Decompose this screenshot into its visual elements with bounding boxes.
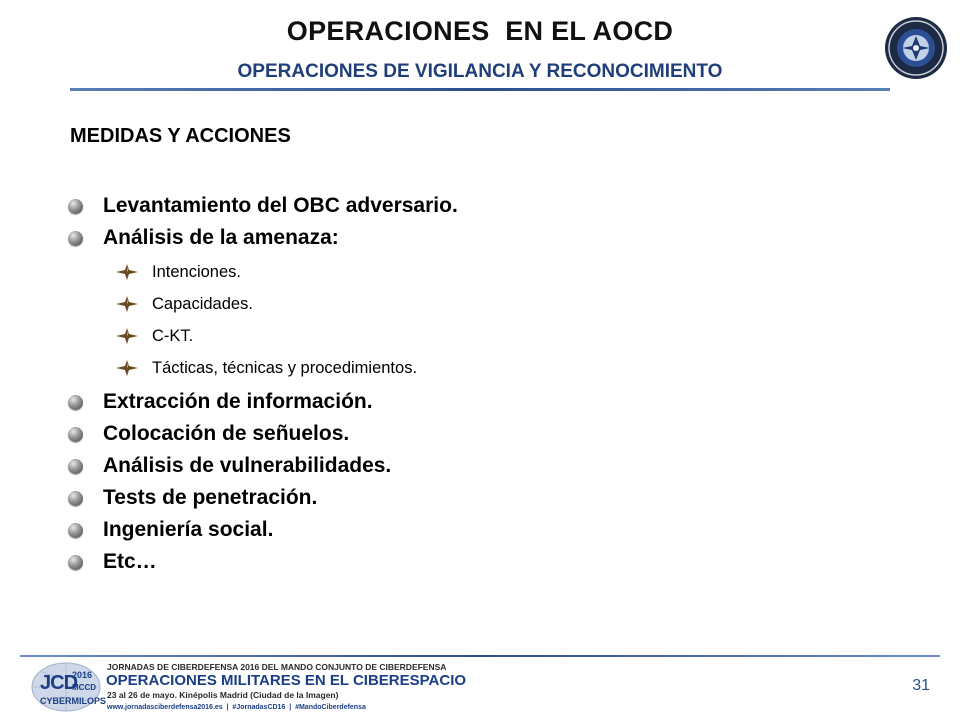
sphere-bullet-icon	[68, 395, 83, 410]
bullet-item	[68, 386, 768, 418]
sphere-bullet-icon	[68, 199, 83, 214]
star-bullet-icon	[116, 328, 138, 344]
footer-event-dates: 23 al 26 de mayo. Kinépolis Madrid (Ciudad de la Imagen)	[107, 690, 339, 700]
bullet-item	[68, 190, 768, 222]
bullet-text: Extracción de información.	[103, 390, 373, 413]
footer-event-name: JORNADAS DE CIBERDEFENSA 2016 DEL MANDO CONJUNTO DE CIBERDEFENSA	[107, 662, 447, 672]
bullet-item	[68, 546, 768, 578]
sub-bullet-item	[68, 288, 768, 320]
sub-bullet-text: C-KT.	[152, 326, 194, 345]
bullet-item	[68, 514, 768, 546]
sub-bullet-text: Intenciones.	[152, 262, 241, 281]
star-bullet-icon	[116, 360, 138, 376]
sphere-bullet-icon	[68, 231, 83, 246]
sub-bullet-text: Tácticas, técnicas y procedimientos.	[152, 358, 418, 377]
sub-bullet-item	[68, 352, 768, 384]
sphere-bullet-icon	[68, 459, 83, 474]
sub-bullet-item	[68, 320, 768, 352]
sphere-bullet-icon	[68, 555, 83, 570]
bullet-item	[68, 222, 768, 254]
footer-event-title: OPERACIONES MILITARES EN EL CIBERESPACIO	[106, 672, 467, 689]
bullet-item	[68, 450, 768, 482]
footer-logo-mccd: MCCD	[72, 683, 96, 692]
sphere-bullet-icon	[68, 427, 83, 442]
footer-links: www.jornadasciberdefensa2016.es | #JornadasCD16 | #MandoCiberdefensa	[107, 704, 366, 711]
bullet-list	[68, 190, 768, 578]
star-bullet-icon	[116, 264, 138, 280]
header-divider	[70, 88, 890, 91]
ciberdefensa-emblem-icon	[884, 16, 948, 80]
footer-divider	[20, 655, 940, 657]
section-heading: MEDIDAS Y ACCIONES	[70, 125, 291, 147]
page-number: 31	[912, 677, 930, 694]
footer-logo-sub: CYBERMILOPS	[40, 696, 107, 706]
bullet-text: Análisis de la amenaza:	[103, 226, 339, 249]
bullet-item	[68, 482, 768, 514]
page-title: OPERACIONES EN EL AOCD	[286, 16, 674, 46]
sub-bullet-item	[68, 256, 768, 288]
sphere-bullet-icon	[68, 491, 83, 506]
sphere-bullet-icon	[68, 523, 83, 538]
bullet-text: Ingeniería social.	[103, 518, 274, 541]
bullet-item	[68, 418, 768, 450]
bullet-text: Análisis de vulnerabilidades.	[103, 454, 392, 477]
footer-logo-year: 2016	[72, 670, 93, 680]
bullet-text: Tests de penetración.	[103, 486, 318, 509]
sub-bullet-text: Capacidades.	[152, 294, 253, 313]
bullet-text: Colocación de señuelos.	[103, 422, 350, 445]
bullet-text: Etc…	[103, 550, 157, 573]
page-subtitle: OPERACIONES DE VIGILANCIA Y RECONOCIMIENTO	[237, 61, 723, 82]
footer-logo-text: JCD	[40, 672, 78, 694]
bullet-text: Levantamiento del OBC adversario.	[103, 194, 458, 217]
star-bullet-icon	[116, 296, 138, 312]
